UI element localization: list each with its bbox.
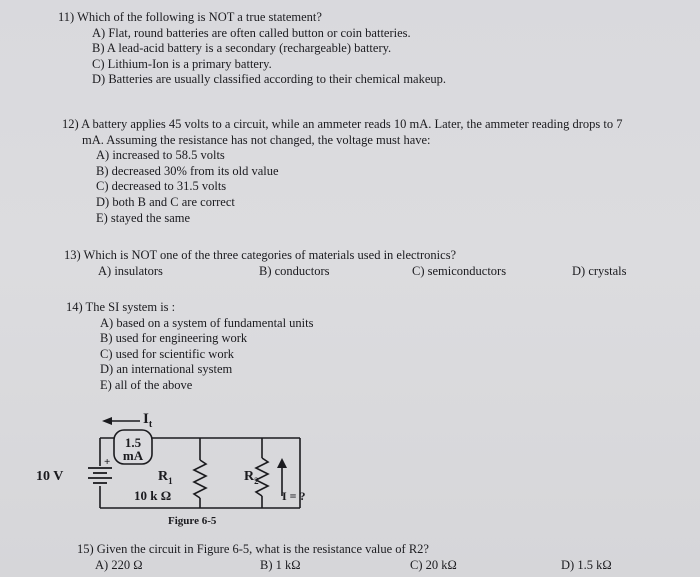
question-13-option-b: B) conductors bbox=[259, 263, 330, 278]
question-12-option-c: C) decreased to 31.5 volts bbox=[96, 179, 227, 194]
current-arrowhead bbox=[102, 417, 112, 425]
question-15-option-c: C) 20 kΩ bbox=[410, 557, 457, 572]
unknown-current-label: I = ? bbox=[282, 489, 306, 503]
question-12-option-a: A) increased to 58.5 volts bbox=[96, 148, 225, 163]
question-13-option-a: A) insulators bbox=[98, 263, 163, 278]
question-11-option-a: A) Flat, round batteries are often called button or coin batteries. bbox=[92, 25, 411, 40]
battery-plus-sign: + bbox=[104, 456, 111, 468]
current-label: $I_t$ bbox=[143, 411, 153, 430]
question-15-option-d: D) 1.5 kΩ bbox=[561, 557, 612, 572]
question-13-option-d: D) crystals bbox=[572, 263, 627, 278]
question-12-stem-line1: 12) A battery applies 45 volts to a circuit, while an ammeter reads 10 mA. Later, the ammeter reading drops to 7 bbox=[62, 117, 623, 131]
question-12-stem-line2: mA. Assuming the resistance has not changed, the voltage must have: bbox=[82, 132, 431, 147]
question-14-option-c: C) used for scientific work bbox=[100, 346, 234, 361]
question-15-option-a: A) 220 Ω bbox=[95, 557, 143, 572]
question-15 bbox=[77, 542, 697, 574]
source-voltage-label: 10 V bbox=[36, 469, 64, 484]
question-12-option-d: D) both B and C are correct bbox=[96, 194, 235, 209]
r1-value: 10 k Ω bbox=[134, 488, 172, 503]
ammeter-unit: mA bbox=[122, 448, 144, 463]
r2-label: $R_2$ bbox=[244, 469, 259, 486]
question-15-stem: 15) Given the circuit in Figure 6-5, what is the resistance value of R2? bbox=[77, 542, 429, 556]
question-14 bbox=[66, 300, 314, 394]
i2-arrowhead bbox=[277, 458, 287, 468]
question-14-option-e: E) all of the above bbox=[100, 377, 193, 392]
question-12-option-e: E) stayed the same bbox=[96, 210, 191, 225]
question-11-option-c: C) Lithium-Ion is a primary battery. bbox=[92, 56, 272, 71]
figure-caption: Figure 6-5 bbox=[168, 515, 217, 527]
question-13 bbox=[64, 248, 684, 280]
question-11-option-b: B) A lead-acid battery is a secondary (rechargeable) battery. bbox=[92, 41, 392, 56]
question-11-stem: 11) Which of the following is NOT a true statement? bbox=[58, 10, 322, 24]
question-11 bbox=[58, 10, 446, 88]
circuit-figure bbox=[30, 408, 330, 533]
question-12 bbox=[62, 117, 622, 226]
question-12-option-b: B) decreased 30% from its old value bbox=[96, 163, 279, 178]
question-14-option-b: B) used for engineering work bbox=[100, 331, 248, 346]
question-15-options-row bbox=[77, 558, 697, 574]
ammeter-reading: 1.5 bbox=[124, 435, 142, 450]
question-14-option-d: D) an international system bbox=[100, 362, 233, 377]
question-11-option-d: D) Batteries are usually classified according to their chemical makeup. bbox=[92, 72, 447, 87]
question-14-stem: 14) The SI system is : bbox=[66, 300, 176, 314]
r1-resistor-zigzag bbox=[194, 460, 206, 498]
question-13-option-c: C) semiconductors bbox=[412, 263, 507, 278]
question-13-options-row bbox=[64, 264, 684, 280]
question-14-option-a: A) based on a system of fundamental units bbox=[100, 315, 314, 330]
question-15-option-b: B) 1 kΩ bbox=[260, 557, 301, 572]
question-13-stem: 13) Which is NOT one of the three categories of materials used in electronics? bbox=[64, 248, 457, 262]
r1-label: $R_1$ bbox=[158, 469, 173, 486]
